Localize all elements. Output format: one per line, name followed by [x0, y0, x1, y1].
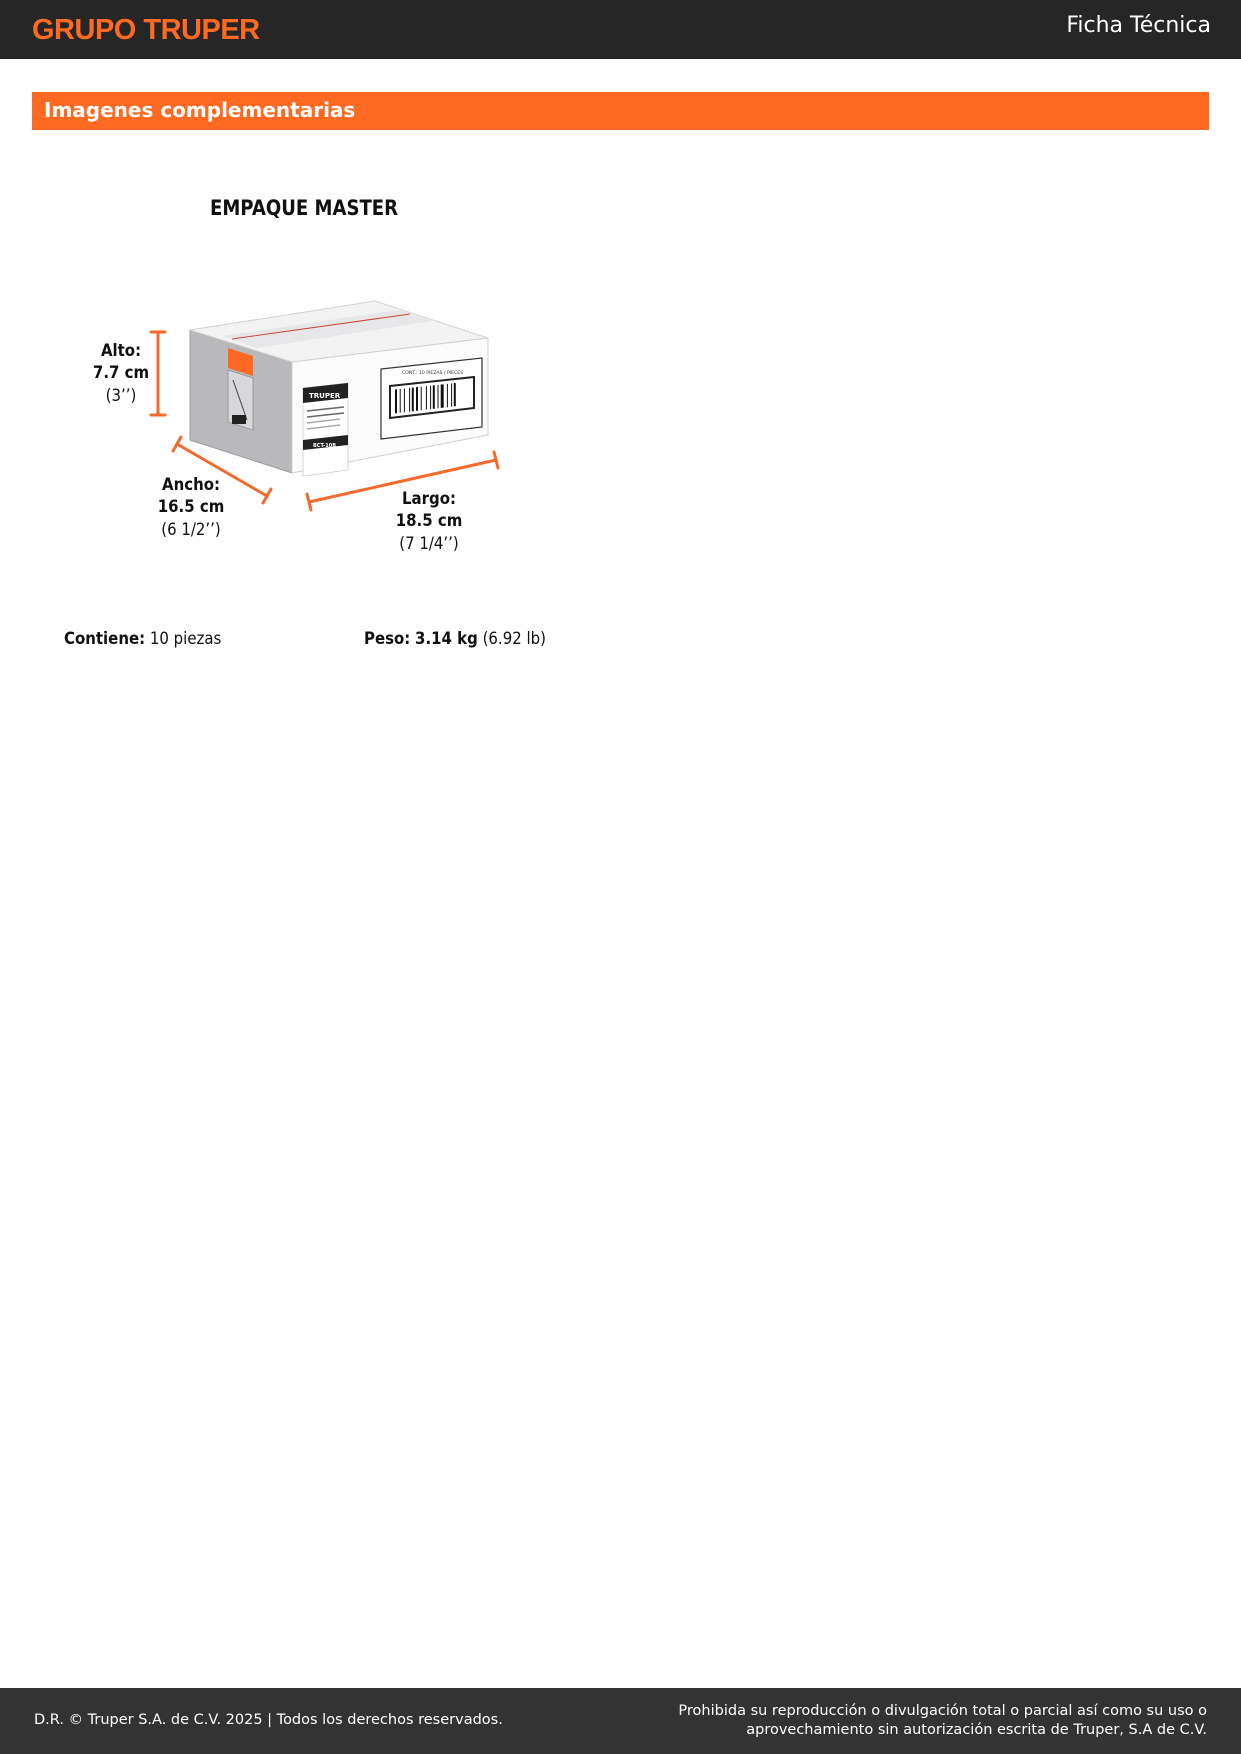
- box-front-brand: TRUPER: [309, 392, 341, 400]
- box-illustration: [0, 140, 560, 580]
- dimension-ancho: [151, 474, 230, 542]
- dimension-alto: [88, 340, 153, 408]
- peso-label: Peso:: [364, 629, 411, 649]
- section-title: Imagenes complementarias: [44, 98, 356, 122]
- footer: [0, 1688, 1241, 1754]
- master-package-figure: [0, 140, 560, 580]
- ancho-label: Ancho:: [161, 475, 220, 495]
- brand-logo: GRUPO TRUPER: [32, 14, 260, 46]
- peso-lb: (6.92 lb): [482, 629, 546, 649]
- largo-value: 18.5 cm: [395, 511, 463, 531]
- package-specs: [0, 629, 700, 653]
- spec-contiene: [64, 629, 221, 649]
- alto-value: 7.7 cm: [92, 363, 150, 383]
- footer-disclaimer-line-2: aprovechamiento sin autorización escrita de Truper, S.A de C.V.: [746, 1722, 1207, 1738]
- box-barcode-caption: CONT.: 10 PIEZAS / PIECES: [402, 371, 464, 376]
- section-header: [32, 92, 1209, 130]
- spec-peso: [364, 629, 546, 649]
- ancho-inches: (6 1/2’’): [161, 520, 221, 540]
- box-front-code: BCT-10B: [313, 443, 337, 449]
- ancho-value: 16.5 cm: [157, 497, 225, 517]
- alto-inches: (3’’): [105, 386, 137, 406]
- peso-kg: 3.14 kg: [415, 629, 478, 649]
- contiene-label: Contiene:: [64, 629, 146, 649]
- alto-label: Alto:: [100, 341, 142, 361]
- footer-disclaimer-line-1: Prohibida su reproducción o divulgación total o parcial así como su uso o: [678, 1703, 1207, 1719]
- dimension-largo: [391, 488, 467, 556]
- largo-inches: (7 1/4’’): [399, 534, 459, 554]
- figure-title: EMPAQUE MASTER: [210, 196, 399, 220]
- footer-disclaimer: [647, 1702, 1207, 1740]
- header-bar: [0, 0, 1241, 59]
- contiene-value: 10 piezas: [149, 629, 222, 649]
- largo-label: Largo:: [402, 489, 456, 509]
- footer-copyright: D.R. © Truper S.A. de C.V. 2025 | Todos los derechos reservados.: [34, 1712, 503, 1728]
- document-type: Ficha Técnica: [1066, 13, 1211, 38]
